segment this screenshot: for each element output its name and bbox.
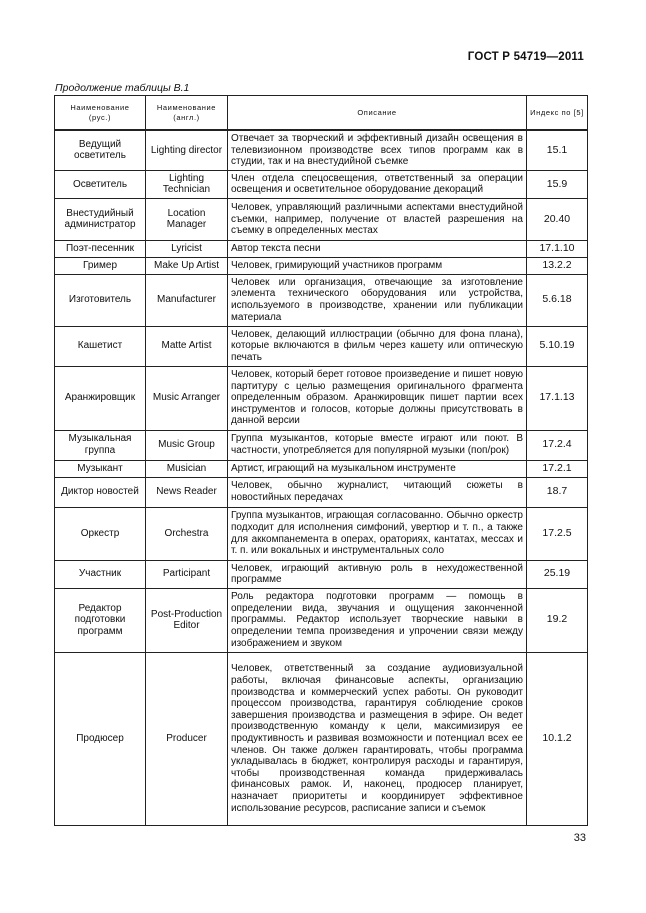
table-row xyxy=(55,170,588,198)
cell-name-en: Lyricist xyxy=(146,240,228,257)
cell-name-ru: Кашетист xyxy=(55,326,146,366)
column-header-ru: Наименование (рус.) xyxy=(55,96,146,131)
cell-name-ru: Поэт-песенник xyxy=(55,240,146,257)
terms-table xyxy=(54,95,588,826)
cell-index: 13.2.2 xyxy=(527,257,588,274)
cell-name-ru: Редактор подготовки программ xyxy=(55,588,146,652)
table-row xyxy=(55,588,588,652)
table-row xyxy=(55,460,588,477)
cell-description: Автор текста песни xyxy=(228,240,527,257)
cell-name-ru: Участник xyxy=(55,560,146,588)
table-row xyxy=(55,560,588,588)
cell-index: 15.9 xyxy=(527,170,588,198)
cell-name-ru: Музыкант xyxy=(55,460,146,477)
cell-description: Член отдела спецосвещения, ответственный за операции освещения и осветительное оборудование декораций xyxy=(228,170,527,198)
cell-description: Человек или организация, отвечающие за изготовление элемента технического оборудования или устройства, используемого в производстве, хранении или публикации материала xyxy=(228,274,527,326)
cell-name-en: Music Group xyxy=(146,430,228,460)
table-row xyxy=(55,240,588,257)
cell-description: Группа музыкантов, играющая согласованно. Обычно оркестр подходит для исполнения симфоний, увертюр и т. п., а также для аккомпанемента в операх, ораториях, кантатах, мессах и т. п. или вокальных и инструментальных соло xyxy=(228,507,527,560)
cell-name-en: Musician xyxy=(146,460,228,477)
cell-index: 20.40 xyxy=(527,198,588,240)
cell-name-ru: Внестудийный администратор xyxy=(55,198,146,240)
cell-name-en: Post-Production Editor xyxy=(146,588,228,652)
cell-description: Человек, гримирующий участников программ xyxy=(228,257,527,274)
cell-name-ru: Оркестр xyxy=(55,507,146,560)
cell-name-en: News Reader xyxy=(146,477,228,507)
cell-description: Человек, который берет готовое произведение и пишет новую партитуру с целью размещения оригинального фрагмента определенным образом. Аранжировщик пишет партии всех инструментов и голосов, которые должны присутствовать в данной версии xyxy=(228,366,527,430)
column-header-index: Индекс по [5] xyxy=(527,96,588,131)
column-header-description: Описание xyxy=(228,96,527,131)
cell-index: 17.1.10 xyxy=(527,240,588,257)
table-row xyxy=(55,257,588,274)
cell-name-en: Make Up Artist xyxy=(146,257,228,274)
cell-index: 19.2 xyxy=(527,588,588,652)
table-row xyxy=(55,130,588,170)
cell-name-ru: Аранжировщик xyxy=(55,366,146,430)
cell-index: 17.2.1 xyxy=(527,460,588,477)
cell-description: Человек, обычно журналист, читающий сюжеты в новостийных передачах xyxy=(228,477,527,507)
table-row xyxy=(55,198,588,240)
cell-name-en: Lighting director xyxy=(146,130,228,170)
cell-name-ru: Ведущий осветитель xyxy=(55,130,146,170)
table-caption: Продолжение таблицы В.1 xyxy=(55,82,190,94)
cell-description: Отвечает за творческий и эффективный дизайн освещения в телевизионном производстве всех типов программ как в студии, так и на внестудийной съемке xyxy=(228,130,527,170)
table-row xyxy=(55,430,588,460)
table-row xyxy=(55,366,588,430)
cell-index: 25.19 xyxy=(527,560,588,588)
table-header-row xyxy=(55,96,588,131)
cell-index: 17.1.13 xyxy=(527,366,588,430)
cell-name-en: Location Manager xyxy=(146,198,228,240)
standard-number: ГОСТ Р 54719—2011 xyxy=(467,51,584,63)
cell-name-ru: Осветитель xyxy=(55,170,146,198)
cell-index: 17.2.4 xyxy=(527,430,588,460)
column-header-en: Наименование (англ.) xyxy=(146,96,228,131)
cell-name-en: Lighting Technician xyxy=(146,170,228,198)
cell-name-ru: Продюсер xyxy=(55,652,146,825)
cell-name-en: Music Arranger xyxy=(146,366,228,430)
cell-name-en: Producer xyxy=(146,652,228,825)
cell-description: Роль редактора подготовки программ — помощь в определении вида, звучания и ощущения законченной программы. Редактор использует творческие навыки в определении темпа произведения и упрочении связи между изображением и звуком xyxy=(228,588,527,652)
cell-index: 5.10.19 xyxy=(527,326,588,366)
cell-description: Человек, ответственный за создание аудиовизуальной работы, включая финансовые аспекты, организацию производства и коммерческий успех работы. Он руководит процессом производства, гарантируя соблюдение сроков завершения производства и размещения в эфире. Он ведет производственную команду к цели, максимизируя ее продуктивность и развивая возможности и потенциал всех ее членов. Он также должен гарантировать, чтобы программа укладывалась в бюджет, контролируя расходы и гарантируя, чтобы производственная команда придерживалась финансовых рамок. И, наконец, продюсер планирует, назначает приоритеты и координирует эффективное использование ресурсов, расписание записи и съемок xyxy=(228,652,527,825)
cell-description: Человек, управляющий различными аспектами внестудийной съемки, например, получение от властей разрешения на съемку в определенных местах xyxy=(228,198,527,240)
cell-name-ru: Музыкальная группа xyxy=(55,430,146,460)
cell-name-en: Manufacturer xyxy=(146,274,228,326)
table-row xyxy=(55,507,588,560)
table-row xyxy=(55,326,588,366)
cell-index: 5.6.18 xyxy=(527,274,588,326)
page-number: 33 xyxy=(573,832,586,844)
cell-name-en: Participant xyxy=(146,560,228,588)
cell-name-ru: Изготовитель xyxy=(55,274,146,326)
table-row xyxy=(55,652,588,825)
cell-description: Артист, играющий на музыкальном инструменте xyxy=(228,460,527,477)
cell-name-ru: Диктор новостей xyxy=(55,477,146,507)
cell-index: 10.1.2 xyxy=(527,652,588,825)
cell-description: Человек, играющий активную роль в нехудожественной программе xyxy=(228,560,527,588)
cell-description: Человек, делающий иллюстрации (обычно для фона плана), которые включаются в фильм через кашету или оптическую печать xyxy=(228,326,527,366)
cell-name-ru: Гример xyxy=(55,257,146,274)
cell-description: Группа музыкантов, которые вместе играют или поют. В частности, употребляется для популярной музыки (поп/рок) xyxy=(228,430,527,460)
table-row xyxy=(55,274,588,326)
cell-index: 15.1 xyxy=(527,130,588,170)
cell-index: 17.2.5 xyxy=(527,507,588,560)
cell-name-en: Matte Artist xyxy=(146,326,228,366)
cell-index: 18.7 xyxy=(527,477,588,507)
table-row xyxy=(55,477,588,507)
cell-name-en: Orchestra xyxy=(146,507,228,560)
